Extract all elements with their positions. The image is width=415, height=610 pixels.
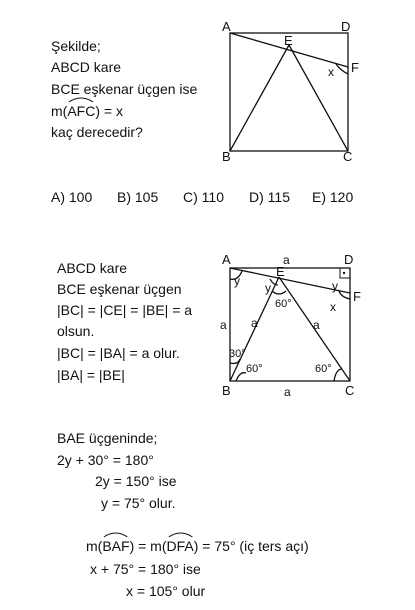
figure-2-annotated	[218, 245, 361, 400]
problem-line-3: BCE eşkenar üçgen ise	[51, 81, 198, 97]
angle-afc: AFC	[67, 103, 95, 119]
step-3: y = 75° olur.	[101, 495, 176, 511]
vertex-e-2: E	[276, 264, 285, 279]
final-equation: m( BAF) = m( DFA) = 75° (iç ters açı)	[86, 538, 309, 554]
choice-a: A) 100	[51, 189, 93, 205]
vertex-b-2: B	[222, 383, 231, 398]
angle-dfa: DFA	[167, 538, 194, 554]
arc-hat-icon	[67, 97, 95, 103]
vertex-d-2: D	[344, 252, 354, 267]
problem-line-2: ABCD kare	[51, 59, 122, 75]
given-2: BCE eşkenar üçgen	[57, 281, 182, 297]
side-be	[230, 45, 289, 151]
angle-e-arc	[272, 291, 286, 294]
choice-b: B) 105	[117, 189, 159, 205]
given-6: |BA| = |BE|	[57, 367, 125, 383]
angle-x-label: x	[328, 65, 334, 79]
vertex-e: E	[284, 33, 293, 48]
label-y-e: y	[265, 281, 271, 295]
label-angle-c: 60°	[315, 363, 332, 375]
square-abcd	[230, 33, 348, 151]
given-4: olsun.	[57, 323, 95, 339]
angle-c-arc	[334, 369, 342, 381]
problem-question: kaç derecedir?	[51, 124, 143, 140]
arc-hat-icon	[102, 532, 129, 538]
vertex-d: D	[341, 19, 351, 34]
problem-line-1: Şekilde;	[51, 38, 101, 54]
vertex-c: C	[343, 149, 353, 164]
vertex-f: F	[351, 60, 359, 75]
given-3: |BC| = |CE| = |BE| = a	[57, 302, 193, 318]
problem-angle-line	[51, 103, 123, 119]
label-be-a: a	[251, 316, 258, 330]
label-bottom-a: a	[284, 385, 291, 399]
step-1: 2y + 30° = 180°	[57, 452, 154, 468]
given-5: |BC| = |BA| = a olur.	[57, 345, 180, 361]
label-y-f: y	[332, 279, 338, 293]
angle-prefix: m(	[51, 103, 68, 119]
vertex-f-2: F	[353, 289, 361, 304]
label-angle-b-lower: 60°	[246, 363, 263, 375]
label-ce-a: a	[313, 318, 320, 332]
vertex-a: A	[222, 19, 231, 34]
angle-baf: BAF	[102, 538, 129, 554]
given-1: ABCD kare	[57, 260, 128, 276]
label-angle-b-upper: 30°	[229, 348, 246, 360]
final-step-2: x = 105° olur	[126, 583, 206, 599]
label-angle-e: 60°	[275, 298, 292, 310]
step-2: 2y = 150° ise	[95, 473, 177, 489]
bae-heading: BAE üçgeninde;	[57, 430, 158, 446]
label-top-a: a	[283, 253, 290, 267]
side-ce	[289, 45, 348, 151]
choice-c: C) 110	[183, 189, 224, 205]
choice-e: E) 120	[312, 189, 354, 205]
final-step-1: x + 75° = 180° ise	[90, 561, 201, 577]
label-left-a: a	[220, 318, 227, 332]
arc-hat-icon	[167, 532, 194, 538]
figure-1-square-triangle	[218, 18, 358, 163]
label-x-f: x	[330, 300, 336, 314]
choice-d: D) 115	[249, 189, 290, 205]
vertex-c-2: C	[345, 383, 355, 398]
label-y-a: y	[234, 274, 240, 288]
vertex-a-2: A	[222, 252, 231, 267]
vertex-b: B	[222, 149, 231, 164]
angle-suffix: ) = x	[95, 103, 123, 119]
angle-b-lower-arc	[236, 373, 246, 381]
